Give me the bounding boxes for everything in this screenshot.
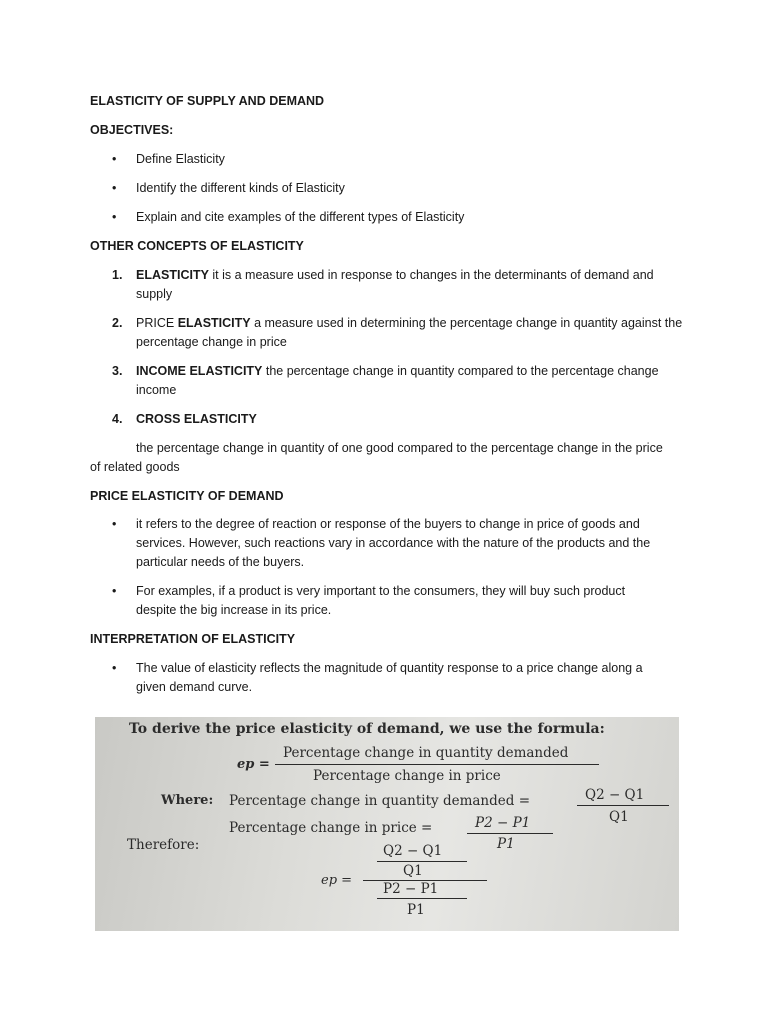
document-title: ELASTICITY OF SUPPLY AND DEMAND — [90, 94, 325, 108]
q-denominator: Q1 — [609, 809, 629, 825]
ep-label: ep = — [237, 757, 270, 772]
cross-elasticity-definition: the percentage change in quantity of one good compared to the percentage change in the price — [136, 441, 663, 455]
final-q-denominator: Q1 — [403, 863, 423, 879]
formula-image — [95, 717, 679, 931]
cross-elasticity-definition-cont: of related goods — [90, 460, 180, 474]
term: INCOME ELASTICITY — [136, 364, 263, 378]
final-q-numerator: Q2 − Q1 — [383, 843, 443, 859]
p-numerator: P2 − P1 — [475, 815, 531, 831]
formula-heading: To derive the price elasticity of demand, we use the formula: — [129, 721, 605, 737]
interpretation-heading: INTERPRETATION OF ELASTICITY — [90, 632, 296, 646]
bullet: • — [112, 517, 117, 531]
term: ELASTICITY — [136, 268, 209, 282]
fraction-bar — [467, 833, 553, 834]
concepts-heading: OTHER CONCEPTS OF ELASTICITY — [90, 239, 304, 253]
bullet: • — [112, 210, 117, 224]
bullet: • — [112, 181, 117, 195]
therefore-label: Therefore: — [127, 837, 200, 853]
p-denominator: P1 — [497, 836, 515, 852]
fraction-bar — [577, 805, 669, 806]
where-label: Where: — [161, 793, 214, 808]
price-elasticity-heading: PRICE ELASTICITY OF DEMAND — [90, 489, 284, 503]
bullet: • — [112, 584, 117, 598]
ep-label-2: ep = — [321, 873, 353, 888]
final-p-numerator: P2 − P1 — [383, 881, 439, 897]
fraction-bar — [275, 764, 599, 765]
denominator: Percentage change in price — [313, 768, 501, 784]
numerator: Percentage change in quantity demanded — [283, 745, 569, 761]
q-numerator: Q2 − Q1 — [585, 787, 645, 803]
where-text: Percentage change in quantity demanded = — [229, 793, 531, 809]
document-page: ELASTICITY OF SUPPLY AND DEMAND OBJECTIVES: • Define Elasticity • Identify the different kinds of Elasticity • Explain and cite examples of the different types of Elasticity OTHER CONCEPTS OF ELASTICITY 1. ELASTICITY it is a measure used in response to changes in the determinants of demand and supply 2. PRICE ELASTICITY a measure used in determining the percentage change in quantity against the percentage change in price 3. INCOME ELASTICITY the percentage change in quantity compared to the percentage change income 4. CROSS ELASTICITY the percentage change in quantity of one good compared to the percentage change in the price of related goods PRICE ELASTICITY OF DEMAND • it refers to the degree of reaction or response of the buyers to change in price of goods and services. However, such reactions vary in accordance with the nature of the products and the particular needs of the buyers. • For examples, if a product is very important to the consumers, they will buy such product despite the big increase in its price. INTERPRETATION OF ELASTICITY • The value of elasticity reflects the magnitude of quantity response to a price change along a given demand curve. To derive the price elasticity of demand, we use the formula: ep = Percentage change in quantity demanded Percentage change in price Where: Percentage change in quantity demanded = Q2 − Q1 Q1 Percentage change in price = P2 − P1 P1 Therefore: ep = Q2 − Q1 Q1 P2 − P1 P1 — [0, 0, 768, 1024]
fraction-bar — [377, 898, 467, 899]
term: CROSS ELASTICITY — [136, 412, 257, 426]
bullet: • — [112, 661, 117, 675]
objectives-heading: OBJECTIVES: — [90, 123, 174, 137]
bullet: • — [112, 152, 117, 166]
final-p-denominator: P1 — [407, 902, 425, 918]
term: ELASTICITY — [177, 316, 251, 330]
price-text: Percentage change in price = — [229, 820, 433, 836]
